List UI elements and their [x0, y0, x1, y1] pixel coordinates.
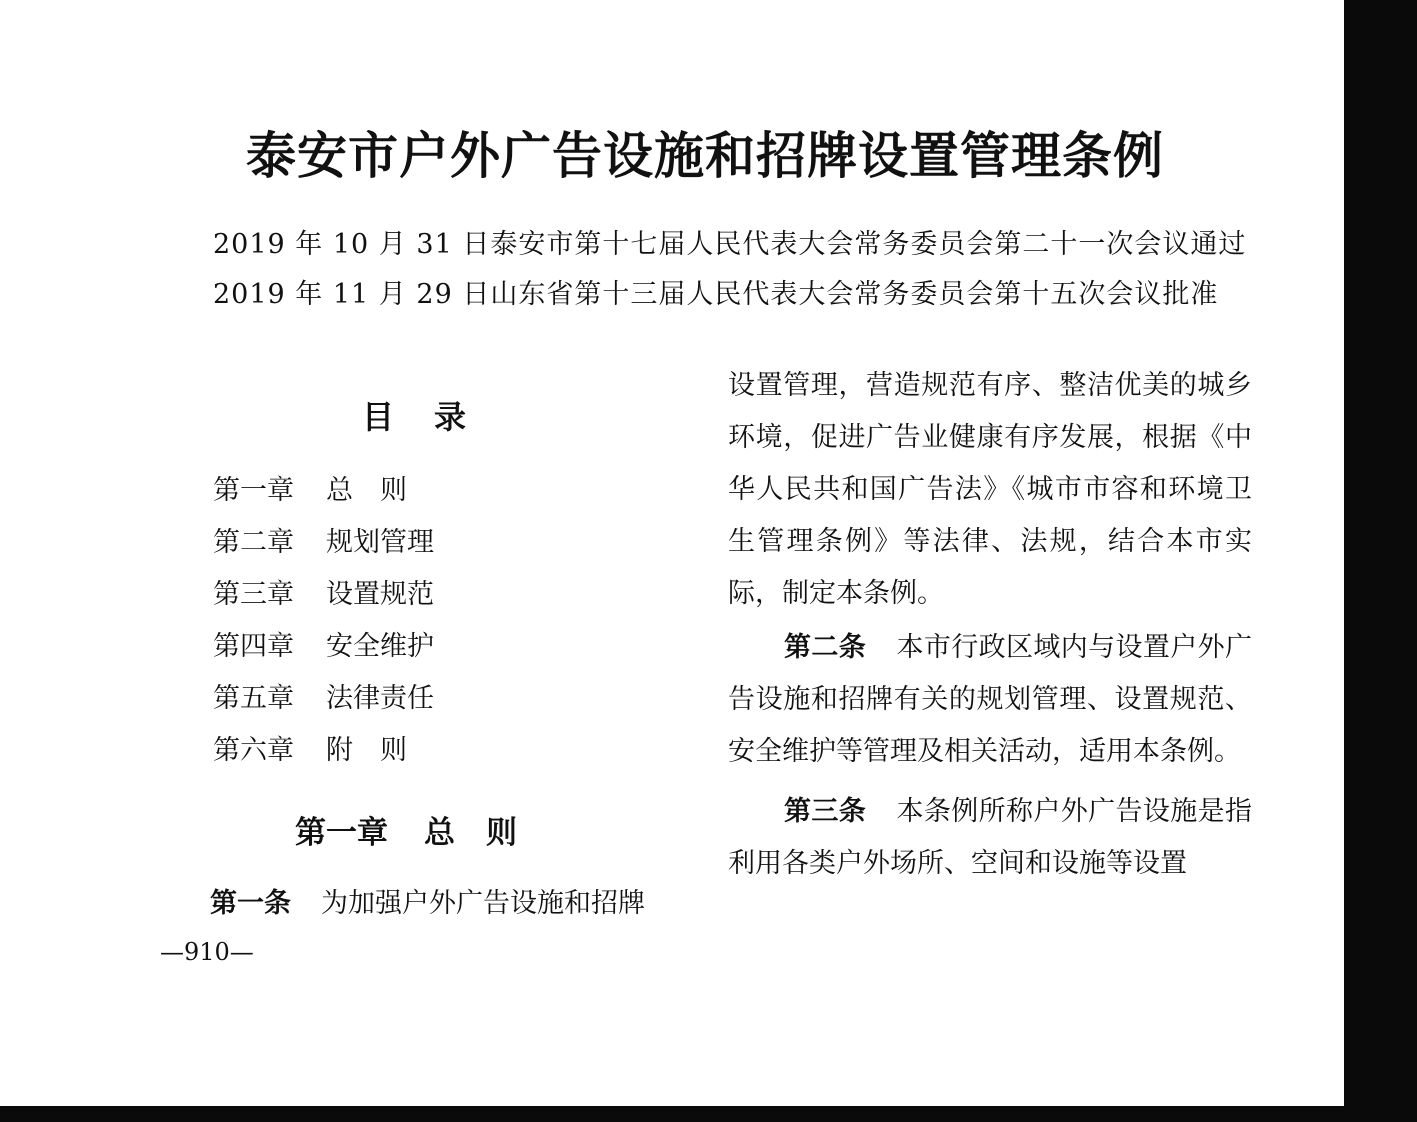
chapter-heading-name: 总 则	[424, 815, 517, 851]
article-3-label: 第三条	[784, 796, 867, 827]
toc-item-number: 第五章	[213, 683, 294, 714]
right-column	[728, 360, 1252, 890]
article-2-text: 本市行政区域内与设置户外广告设施和招牌有关的规划管理、设置规范、安全维护等管理及相关活动，适用本条例。	[728, 632, 1252, 767]
page-number: —910—	[160, 938, 254, 966]
toc-item-name: 规划管理	[326, 527, 434, 558]
article-1-start	[210, 878, 680, 930]
toc-item-number: 第六章	[213, 735, 294, 766]
toc-item-name: 法律责任	[326, 683, 434, 714]
adoption-note-passed: 2019 年 10 月 31 日泰安市第十七届人民代表大会常务委员会第二十一次会议通过	[213, 229, 1247, 260]
toc-item-number: 第二章	[213, 527, 294, 558]
chapter-heading	[295, 807, 517, 852]
toc-item-name: 总 则	[326, 475, 407, 506]
toc-heading	[362, 392, 466, 438]
article-2	[728, 622, 1252, 778]
toc-item-name: 安全维护	[326, 631, 434, 662]
toc-heading-second: 录	[434, 398, 467, 436]
toc-item-name: 设置规范	[326, 579, 434, 610]
article-2-label: 第二条	[784, 632, 867, 663]
toc-heading-first: 目	[362, 398, 395, 436]
article-1-text-start: 为加强户外广告设施和招牌	[321, 888, 645, 919]
adoption-note-approved: 2019 年 11 月 29 日山东省第十三届人民代表大会常务委员会第十五次会议批准	[213, 279, 1219, 310]
article-1-label: 第一条	[210, 888, 291, 919]
chapter-heading-number: 第一章	[295, 815, 388, 851]
article-3	[728, 786, 1252, 890]
scan-edge-bottom	[0, 1106, 1344, 1122]
article-3-text: 本条例所称户外广告设施是指利用各类户外场所、空间和设施等设置	[728, 796, 1252, 879]
toc-item-name: 附 则	[326, 735, 407, 766]
page-title: 泰安市户外广告设施和招牌设置管理条例	[246, 126, 1164, 185]
toc-item-number: 第三章	[213, 579, 294, 610]
toc-item-number: 第四章	[213, 631, 294, 662]
toc-item-number: 第一章	[213, 475, 294, 506]
article-1-continuation: 设置管理，营造规范有序、整洁优美的城乡环境，促进广告业健康有序发展，根据《中华人民共和国广告法》《城市市容和环境卫生管理条例》等法律、法规，结合本市实际，制定本条例。	[728, 370, 1252, 609]
